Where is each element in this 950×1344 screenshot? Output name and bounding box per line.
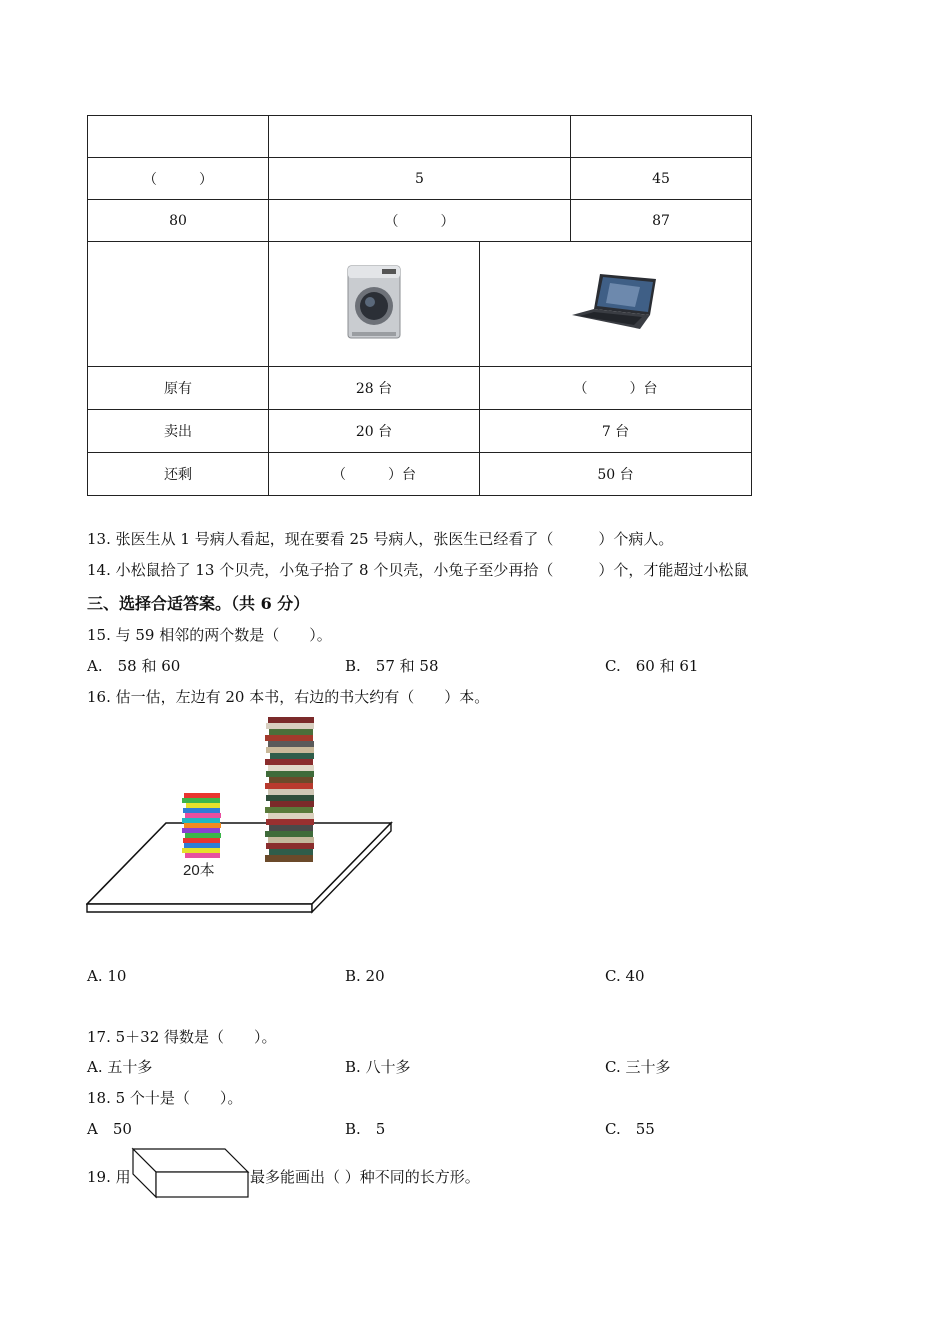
table-cell: 7 台	[480, 410, 752, 453]
table-cell: 50 台	[480, 453, 752, 496]
row-label: 原有	[88, 367, 269, 410]
option-b[interactable]: B. 5	[345, 1120, 386, 1138]
section-heading: 三、选择合适答案。（共 6 分）	[87, 594, 310, 613]
table-cell	[269, 116, 571, 158]
option-b[interactable]: B. 20	[345, 967, 385, 985]
table-cell: 20 台	[269, 410, 480, 453]
table-row	[88, 410, 752, 453]
laptop-icon	[570, 271, 662, 333]
figure-label: 20本	[183, 862, 215, 879]
option-a[interactable]: A. 五十多	[87, 1058, 153, 1076]
table-row	[88, 116, 752, 158]
table-row	[88, 200, 752, 242]
small-book-stack	[182, 793, 221, 858]
table-row	[88, 242, 752, 367]
option-c[interactable]: C. 三十多	[605, 1058, 671, 1076]
question-19-suffix: 最多能画出（ ）种不同的长方形。	[250, 1168, 480, 1186]
option-a[interactable]: A. 58 和 60	[87, 657, 181, 675]
table-edge	[87, 904, 312, 912]
table-top	[87, 823, 391, 904]
table-cell	[480, 242, 752, 367]
question-15: 15. 与 59 相邻的两个数是（ ）。	[87, 626, 332, 644]
row-label: 卖出	[88, 410, 269, 453]
question-19-prefix: 19. 用	[87, 1168, 131, 1186]
appliance-table	[87, 241, 752, 496]
table-cell	[88, 242, 269, 367]
answer-blank[interactable]: （ ）	[269, 200, 571, 242]
tall-book-stack	[265, 717, 314, 862]
table-row	[88, 453, 752, 496]
question-14: 14. 小松鼠拾了 13 个贝壳，小兔子拾了 8 个贝壳，小兔子至少再拾（ ）个，才能超过小松鼠	[87, 561, 749, 579]
cuboid-icon	[130, 1145, 251, 1200]
option-c[interactable]: C. 60 和 61	[605, 657, 699, 675]
table-row	[88, 367, 752, 410]
option-a[interactable]: A. 10	[87, 967, 127, 985]
question-16: 16. 估一估，左边有 20 本书，右边的书大约有（ ）本。	[87, 688, 490, 706]
number-table	[87, 115, 752, 242]
book-stacks-figure	[86, 712, 396, 917]
option-a[interactable]: A 50	[87, 1120, 132, 1138]
table-row	[88, 158, 752, 200]
table-cell	[571, 116, 752, 158]
option-c[interactable]: C. 40	[605, 967, 645, 985]
answer-blank[interactable]: （ ）台	[269, 453, 480, 496]
washing-machine-icon	[346, 264, 402, 340]
answer-blank[interactable]: （ ）	[88, 158, 269, 200]
question-17: 17. 5＋32 得数是（ ）。	[87, 1028, 277, 1046]
table-cell: 28 台	[269, 367, 480, 410]
question-18: 18. 5 个十是（ ）。	[87, 1089, 243, 1107]
table-cell	[88, 116, 269, 158]
question-13: 13. 张医生从 1 号病人看起，现在要看 25 号病人，张医生已经看了（ ）个病人。	[87, 530, 674, 548]
row-label: 还剩	[88, 453, 269, 496]
table-cell	[269, 242, 480, 367]
option-b[interactable]: B. 八十多	[345, 1058, 411, 1076]
table-cell: 87	[571, 200, 752, 242]
answer-blank[interactable]: （ ）台	[480, 367, 752, 410]
table-cell: 80	[88, 200, 269, 242]
table-cell: 45	[571, 158, 752, 200]
table-cell: 5	[269, 158, 571, 200]
option-c[interactable]: C. 55	[605, 1120, 655, 1138]
option-b[interactable]: B. 57 和 58	[345, 657, 439, 675]
